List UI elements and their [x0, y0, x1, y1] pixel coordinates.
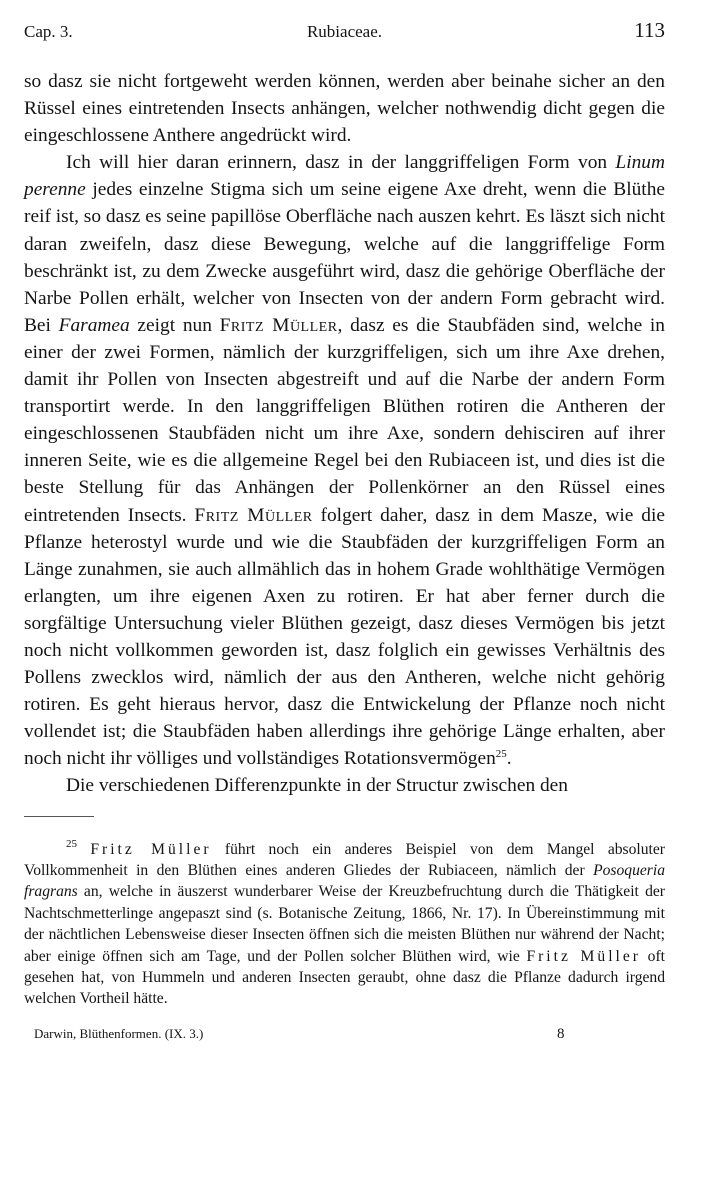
paragraph-2: Ich will hier daran erinnern, dasz in der langgriffeligen Form von Linum perenne jedes einzelne Stigma sich um seine eigene Axe dreht, wenn die Blüthe reif ist, so dasz es seine papillöse Oberfläche nach auszen kehrt. Es läszt sich nicht daran zweifeln, dasz diese Bewegung, welche auf die langgriffelige Form beschränkt ist, zu dem Zwecke ausgeführt wird, dasz die gehörige Oberfläche der Narbe Pollen erhält, welcher von Insecten von der andern Form gebracht wird. Bei Faramea zeigt nun Fritz Müller, dasz es die Staubfäden sind, welche in einer der zwei Formen, nämlich der kurzgriffeligen, sich um ihre Axe drehen, damit ihr Pollen von Insecten abgestreift und auf die Narbe der andern Form transportirt werde. In den langgriffeligen Blüthen rotiren die Antheren der eingeschlossenen Staubfäden nicht um ihre Axe, sondern dehisciren auf ihrer inneren Seite, wie es die allgemeine Regel bei den Rubiaceen ist, und dies ist die beste Stellung für das Anhängen der Pollenkörner an den Rüssel eines eintretenden Insects. Fritz Müller folgert daher, dasz in dem Masze, wie die Pflanze heterostyl wurde und wie die Staubfäden der kurzgriffeligen Form an Länge zunahmen, sie auch allmählich das in hohem Grade wohlthätige Vermögen erlangten, um ihre eigenen Axen zu rotiren. Er hat aber ferner durch die sorgfältige Untersuchung vieler Blüthen gezeigt, dasz dieses Vermögen bis jetzt noch nicht vollkommen geworden ist, dasz folglich ein gewisses Verhältnis des Pollens zwecklos wird, nämlich der aus den Antheren, welche nicht gehörig rotiren. Es geht hieraus hervor, dasz die Entwickelung der Pflanze noch nicht vollendet ist; die Staubfäden haben allerdings ihre gehörige Länge erhalten, aber noch nicht ihr völliges und vollständiges Rotationsvermögen$^{25}$.: [24, 152, 665, 770]
footnote-25: $^{25}$ Fritz Müller führt noch ein anderes Beispiel von dem Mangel absoluter Vollkommenheit in den Blüthen eines anderen Gliedes der Rubiaceen, nämlich der Posoqueria fragrans an, welche in äuszerst wunderbarer Weise der Kreuzbefruchtung durch die Thätigkeit der Nachtschmetterlinge angepaszt sind (s. Botanische Zeitung, 1866, Nr. 17). In Übereinstimmung mit der nächtlichen Lebensweise dieser Insecten öffnen sich die meisten Blüthen nur während der Nacht; aber einige öffnen sich am Tage, und der Pollen solcher Blüthen wird, wie Fritz Müller oft gesehen hat, von Hummeln und anderen Insecten geraubt, ohne dasz die Pflanze dadurch irgend welchen Vortheil hätte.: [24, 837, 665, 1008]
chapter-label: Cap. 3.: [24, 22, 73, 41]
book-page: [24, 18, 665, 1048]
main-text: [24, 68, 665, 800]
footnote-divider: [24, 816, 94, 817]
species-linum-perenne: Linum perenne: [24, 152, 665, 201]
author-name: Fritz Müller: [526, 947, 641, 965]
paragraph-1: so dasz sie nicht fortgeweht werden können, werden aber beinahe sicher an den Rüssel eines eintretenden Insects anhängen, welcher nothwendig dicht gegen die eingeschlossene Anthere angedrückt wird.: [24, 71, 665, 147]
page-number: 113: [634, 18, 665, 42]
printer-signature: Darwin, Blüthenformen. (IX. 3.): [34, 1025, 204, 1041]
footnote-number: 25: [66, 837, 77, 850]
signature-mark: 8: [557, 1025, 565, 1042]
paragraph-3: Die verschiedenen Differenzpunkte in der Structur zwischen den: [66, 775, 568, 797]
section-title: Rubiaceae.: [306, 22, 383, 41]
genus-faramea: Faramea: [58, 314, 130, 336]
author-name: Fritz Müller: [194, 504, 313, 526]
signature-line: [24, 1026, 665, 1048]
author-name: Fritz Müller: [90, 840, 212, 858]
species-posoqueria: Posoqueria fragrans: [24, 861, 665, 901]
running-header: [24, 18, 665, 48]
footnote-reference: 25: [495, 748, 507, 761]
author-name: Fritz Müller: [219, 314, 338, 336]
